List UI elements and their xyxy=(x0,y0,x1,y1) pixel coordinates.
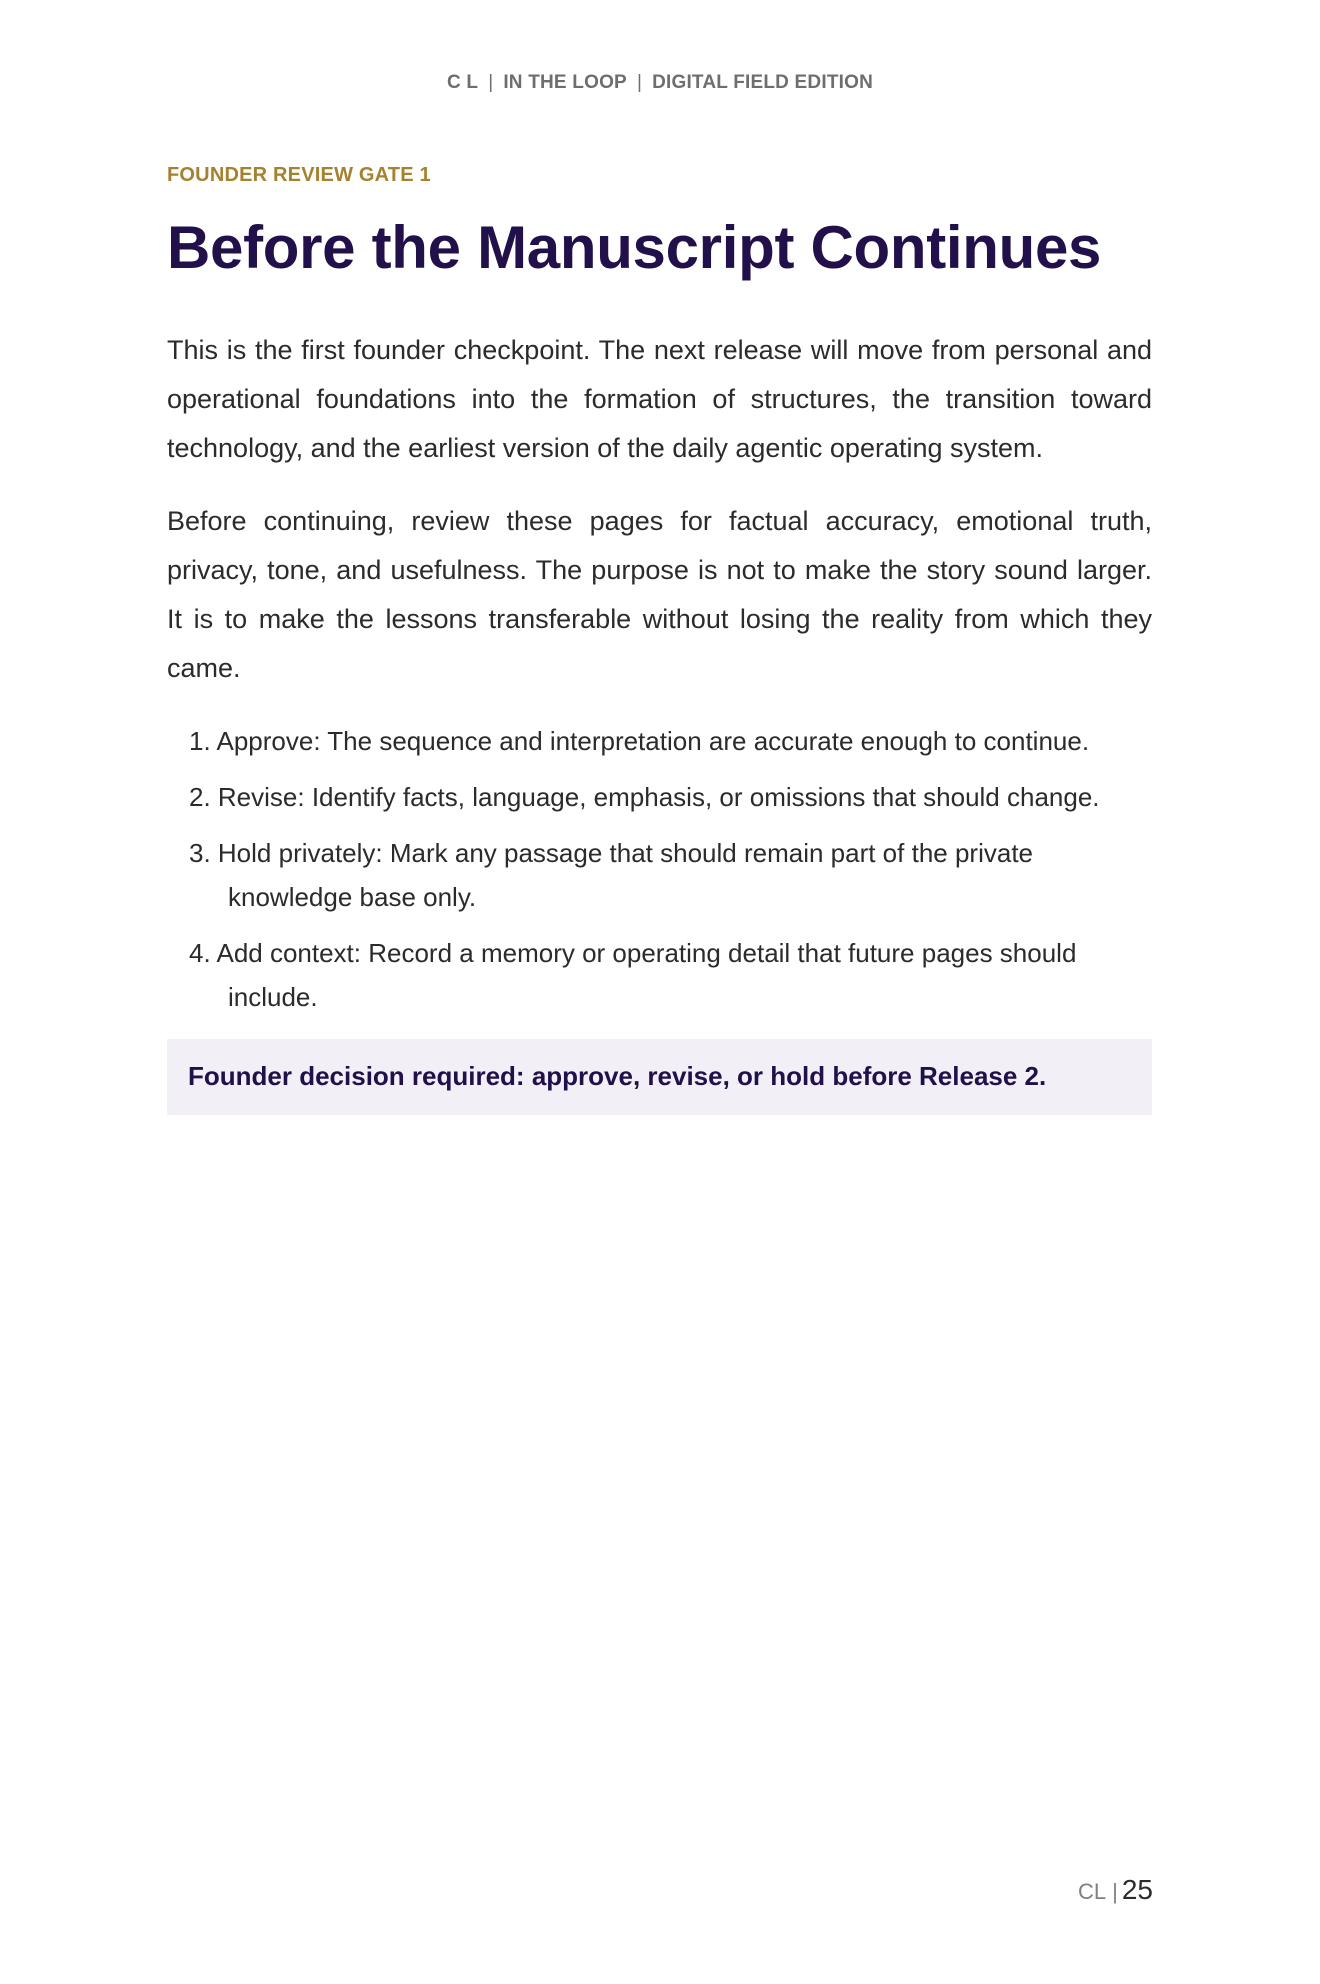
body-paragraph: This is the first founder checkpoint. The next release will move from personal and operational foundations into the formation of structures, the transition toward technology, and the earliest version of the daily agentic operating system. xyxy=(167,335,1152,463)
page-title: Before the Manuscript Continues xyxy=(167,214,1102,281)
list-item-revise: 2. Revise: Identify facts, language, emphasis, or omissions that should change. xyxy=(189,782,1100,812)
running-header xyxy=(0,72,1320,94)
header-separator: | xyxy=(488,72,494,93)
decision-callout-text: Founder decision required: approve, revise, or hold before Release 2. xyxy=(188,1061,1047,1091)
decision-callout xyxy=(167,1039,1152,1115)
header-separator: | xyxy=(636,72,643,93)
page-number: 25 xyxy=(1121,1874,1153,1905)
section-kicker: FOUNDER REVIEW GATE 1 xyxy=(167,164,431,186)
list-item-add-context: 4. Add context: Record a memory or operating detail that future pages should include. xyxy=(189,938,1077,1012)
list-item-approve: 1. Approve: The sequence and interpretation are accurate enough to continue. xyxy=(189,726,1090,756)
footer-separator: | xyxy=(1112,1879,1118,1904)
list-item-hold-privately: 3. Hold privately: Mark any passage that should remain part of the private knowledge base only. xyxy=(189,838,1033,912)
page-content xyxy=(167,160,1152,1115)
header-series-title: IN THE LOOP xyxy=(503,72,627,93)
header-initials: C L xyxy=(446,72,479,93)
header-edition: DIGITAL FIELD EDITION xyxy=(652,72,874,93)
footer-mark: CL xyxy=(1078,1879,1107,1904)
page-footer xyxy=(1078,1872,1153,1910)
body-paragraph: Before continuing, review these pages for factual accuracy, emotional truth, privacy, tone, and usefulness. The purpose is not to make the story sound larger. It is to make the lessons transferable without losing the reality from which they came. xyxy=(167,506,1152,683)
review-options-list xyxy=(167,719,1152,1019)
